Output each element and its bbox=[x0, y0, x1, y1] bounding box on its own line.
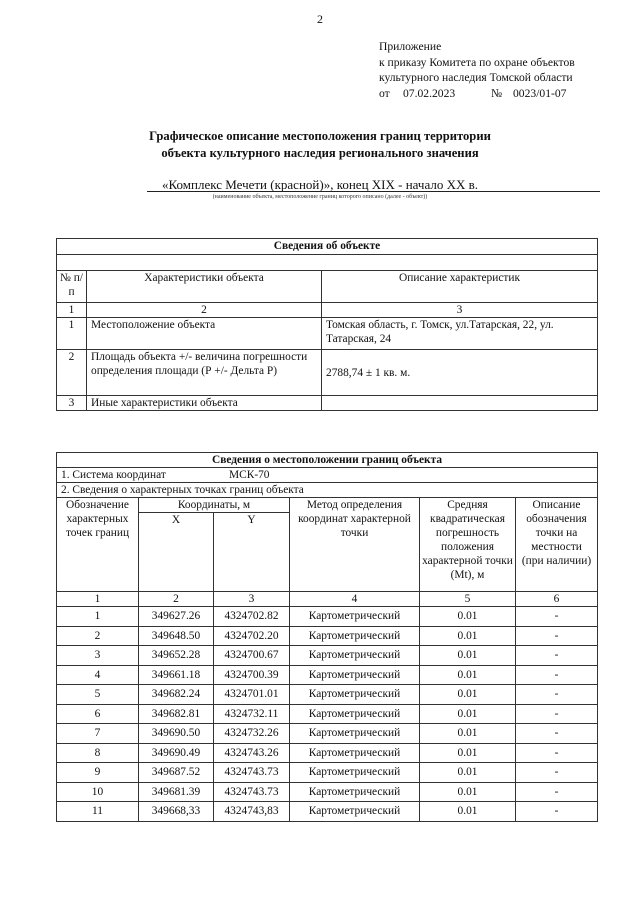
table-row bbox=[57, 743, 598, 763]
document-title-line-1: Графическое описание местоположения границ территории bbox=[149, 129, 491, 143]
point-id: 2 bbox=[57, 626, 139, 646]
point-id: 11 bbox=[57, 802, 139, 822]
table-row bbox=[57, 607, 598, 627]
point-desc: - bbox=[516, 802, 598, 822]
object-table-title-row bbox=[57, 239, 598, 255]
table-row bbox=[57, 763, 598, 783]
point-method: Картометрический bbox=[290, 802, 420, 822]
point-method: Картометрический bbox=[290, 763, 420, 783]
row-description bbox=[322, 396, 598, 411]
point-id: 5 bbox=[57, 685, 139, 705]
index-cell: 3 bbox=[322, 303, 598, 318]
point-method: Картометрический bbox=[290, 626, 420, 646]
order-number: 0023/01-07 bbox=[513, 86, 567, 100]
point-error: 0.01 bbox=[420, 704, 516, 724]
boundary-table-title: Сведения о местоположении границ объекта bbox=[57, 453, 598, 468]
header-num: № п/п bbox=[57, 271, 87, 303]
point-id: 7 bbox=[57, 724, 139, 744]
header-point: Обозначение характерных точек границ bbox=[57, 498, 139, 592]
boundary-table bbox=[56, 452, 598, 822]
point-y: 4324700.39 bbox=[214, 665, 290, 685]
point-error: 0.01 bbox=[420, 743, 516, 763]
object-table-title: Сведения об объекте bbox=[57, 239, 598, 255]
object-name: «Комплекс Мечети (красной)», конец XIX - начало XX в. bbox=[162, 177, 478, 192]
appendix-block bbox=[379, 39, 575, 101]
point-desc: - bbox=[516, 763, 598, 783]
object-table-header-row bbox=[57, 271, 598, 303]
object-info-table bbox=[56, 238, 598, 411]
row-characteristic: Местоположение объекта bbox=[87, 318, 322, 350]
point-id: 6 bbox=[57, 704, 139, 724]
row-num: 1 bbox=[57, 318, 87, 350]
row-description: Томская область, г. Томск, ул.Татарская, 22, ул. Татарская, 24 bbox=[322, 318, 598, 350]
table-row bbox=[57, 318, 598, 350]
table-row bbox=[57, 782, 598, 802]
point-x: 349668,33 bbox=[139, 802, 214, 822]
point-x: 349648.50 bbox=[139, 626, 214, 646]
point-x: 349652.28 bbox=[139, 646, 214, 666]
point-y: 4324732.26 bbox=[214, 724, 290, 744]
appendix-line-2: к приказу Комитета по охране объектов bbox=[379, 55, 575, 69]
point-id: 1 bbox=[57, 607, 139, 627]
points-label-row bbox=[57, 483, 598, 498]
point-x: 349682.81 bbox=[139, 704, 214, 724]
row-characteristic: Иные характеристики объекта bbox=[87, 396, 322, 411]
order-date: 07.02.2023 bbox=[403, 86, 456, 100]
point-method: Картометрический bbox=[290, 743, 420, 763]
page-number: 2 bbox=[317, 12, 323, 26]
point-method: Картометрический bbox=[290, 685, 420, 705]
appendix-line-1: Приложение bbox=[379, 40, 442, 53]
table-row bbox=[57, 626, 598, 646]
appendix-line-3: культурного наследия Томской области bbox=[379, 71, 573, 85]
coord-system-label: 1. Система координат bbox=[61, 469, 166, 481]
order-line bbox=[379, 86, 575, 102]
point-y: 4324702.82 bbox=[214, 607, 290, 627]
point-method: Картометрический bbox=[290, 724, 420, 744]
order-number-sign: № bbox=[491, 86, 503, 100]
header-desc: Описание обозначения точки на местности (при наличии) bbox=[516, 498, 598, 592]
boundary-header-row-1 bbox=[57, 498, 598, 513]
point-y: 4324743,83 bbox=[214, 802, 290, 822]
point-desc: - bbox=[516, 685, 598, 705]
index-cell: 2 bbox=[139, 592, 214, 607]
point-desc: - bbox=[516, 626, 598, 646]
point-error: 0.01 bbox=[420, 626, 516, 646]
point-method: Картометрический bbox=[290, 607, 420, 627]
point-desc: - bbox=[516, 665, 598, 685]
row-num: 3 bbox=[57, 396, 87, 411]
document-title bbox=[0, 128, 640, 162]
point-id: 9 bbox=[57, 763, 139, 783]
table-row bbox=[57, 350, 598, 396]
point-id: 8 bbox=[57, 743, 139, 763]
point-x: 349690.49 bbox=[139, 743, 214, 763]
point-x: 349687.52 bbox=[139, 763, 214, 783]
document-title-line-2: объекта культурного наследия регионального значения bbox=[161, 146, 479, 160]
point-y: 4324732.11 bbox=[214, 704, 290, 724]
boundary-table-title-row bbox=[57, 453, 598, 468]
point-y: 4324700.67 bbox=[214, 646, 290, 666]
point-x: 349627.26 bbox=[139, 607, 214, 627]
header-coords: Координаты, м bbox=[139, 498, 290, 513]
point-id: 10 bbox=[57, 782, 139, 802]
point-id: 4 bbox=[57, 665, 139, 685]
coord-system-value: МСК-70 bbox=[229, 469, 270, 481]
point-y: 4324701.01 bbox=[214, 685, 290, 705]
coord-system-row bbox=[57, 468, 598, 483]
point-method: Картометрический bbox=[290, 704, 420, 724]
point-y: 4324743.73 bbox=[214, 782, 290, 802]
index-cell: 1 bbox=[57, 303, 87, 318]
point-desc: - bbox=[516, 782, 598, 802]
index-cell: 1 bbox=[57, 592, 139, 607]
table-row bbox=[57, 724, 598, 744]
point-x: 349690.50 bbox=[139, 724, 214, 744]
point-error: 0.01 bbox=[420, 782, 516, 802]
point-x: 349681.39 bbox=[139, 782, 214, 802]
index-cell: 4 bbox=[290, 592, 420, 607]
index-cell: 6 bbox=[516, 592, 598, 607]
table-row bbox=[57, 665, 598, 685]
header-y: Y bbox=[214, 513, 290, 592]
point-error: 0.01 bbox=[420, 763, 516, 783]
table-row bbox=[57, 646, 598, 666]
order-date-prefix: от bbox=[379, 86, 390, 100]
point-error: 0.01 bbox=[420, 685, 516, 705]
point-error: 0.01 bbox=[420, 802, 516, 822]
object-name-underline bbox=[147, 191, 600, 192]
point-error: 0.01 bbox=[420, 665, 516, 685]
point-y: 4324743.73 bbox=[214, 763, 290, 783]
header-x: X bbox=[139, 513, 214, 592]
point-x: 349661.18 bbox=[139, 665, 214, 685]
table-row bbox=[57, 802, 598, 822]
header-error: Средняя квадратическая погрешность положения характерной точки (Mt), м bbox=[420, 498, 516, 592]
object-table-index-row bbox=[57, 303, 598, 318]
point-error: 0.01 bbox=[420, 607, 516, 627]
point-method: Картометрический bbox=[290, 646, 420, 666]
object-table-spacer-row bbox=[57, 255, 598, 271]
header-method: Метод определения координат характерной точки bbox=[290, 498, 420, 592]
point-method: Картометрический bbox=[290, 782, 420, 802]
object-name-note: (наименование объекта, местоположение границ которого описано (далее - объект)) bbox=[212, 194, 428, 200]
point-desc: - bbox=[516, 724, 598, 744]
point-error: 0.01 bbox=[420, 724, 516, 744]
row-characteristic: Площадь объекта +/- величина погрешности определения площади (Р +/- Дельта Р) bbox=[87, 350, 322, 396]
points-body bbox=[57, 607, 598, 822]
boundary-index-row bbox=[57, 592, 598, 607]
point-id: 3 bbox=[57, 646, 139, 666]
point-desc: - bbox=[516, 646, 598, 666]
point-desc: - bbox=[516, 704, 598, 724]
point-desc: - bbox=[516, 743, 598, 763]
point-y: 4324743.26 bbox=[214, 743, 290, 763]
point-error: 0.01 bbox=[420, 646, 516, 666]
index-cell: 5 bbox=[420, 592, 516, 607]
point-y: 4324702.20 bbox=[214, 626, 290, 646]
header-description: Описание характеристик bbox=[322, 271, 598, 303]
table-row bbox=[57, 704, 598, 724]
point-method: Картометрический bbox=[290, 665, 420, 685]
points-label: 2. Сведения о характерных точках границ объекта bbox=[57, 483, 598, 498]
header-characteristic: Характеристики объекта bbox=[87, 271, 322, 303]
table-row bbox=[57, 685, 598, 705]
index-cell: 3 bbox=[214, 592, 290, 607]
row-num: 2 bbox=[57, 350, 87, 396]
row-description: 2788,74 ± 1 кв. м. bbox=[322, 350, 598, 396]
point-desc: - bbox=[516, 607, 598, 627]
index-cell: 2 bbox=[87, 303, 322, 318]
table-row bbox=[57, 396, 598, 411]
point-x: 349682.24 bbox=[139, 685, 214, 705]
